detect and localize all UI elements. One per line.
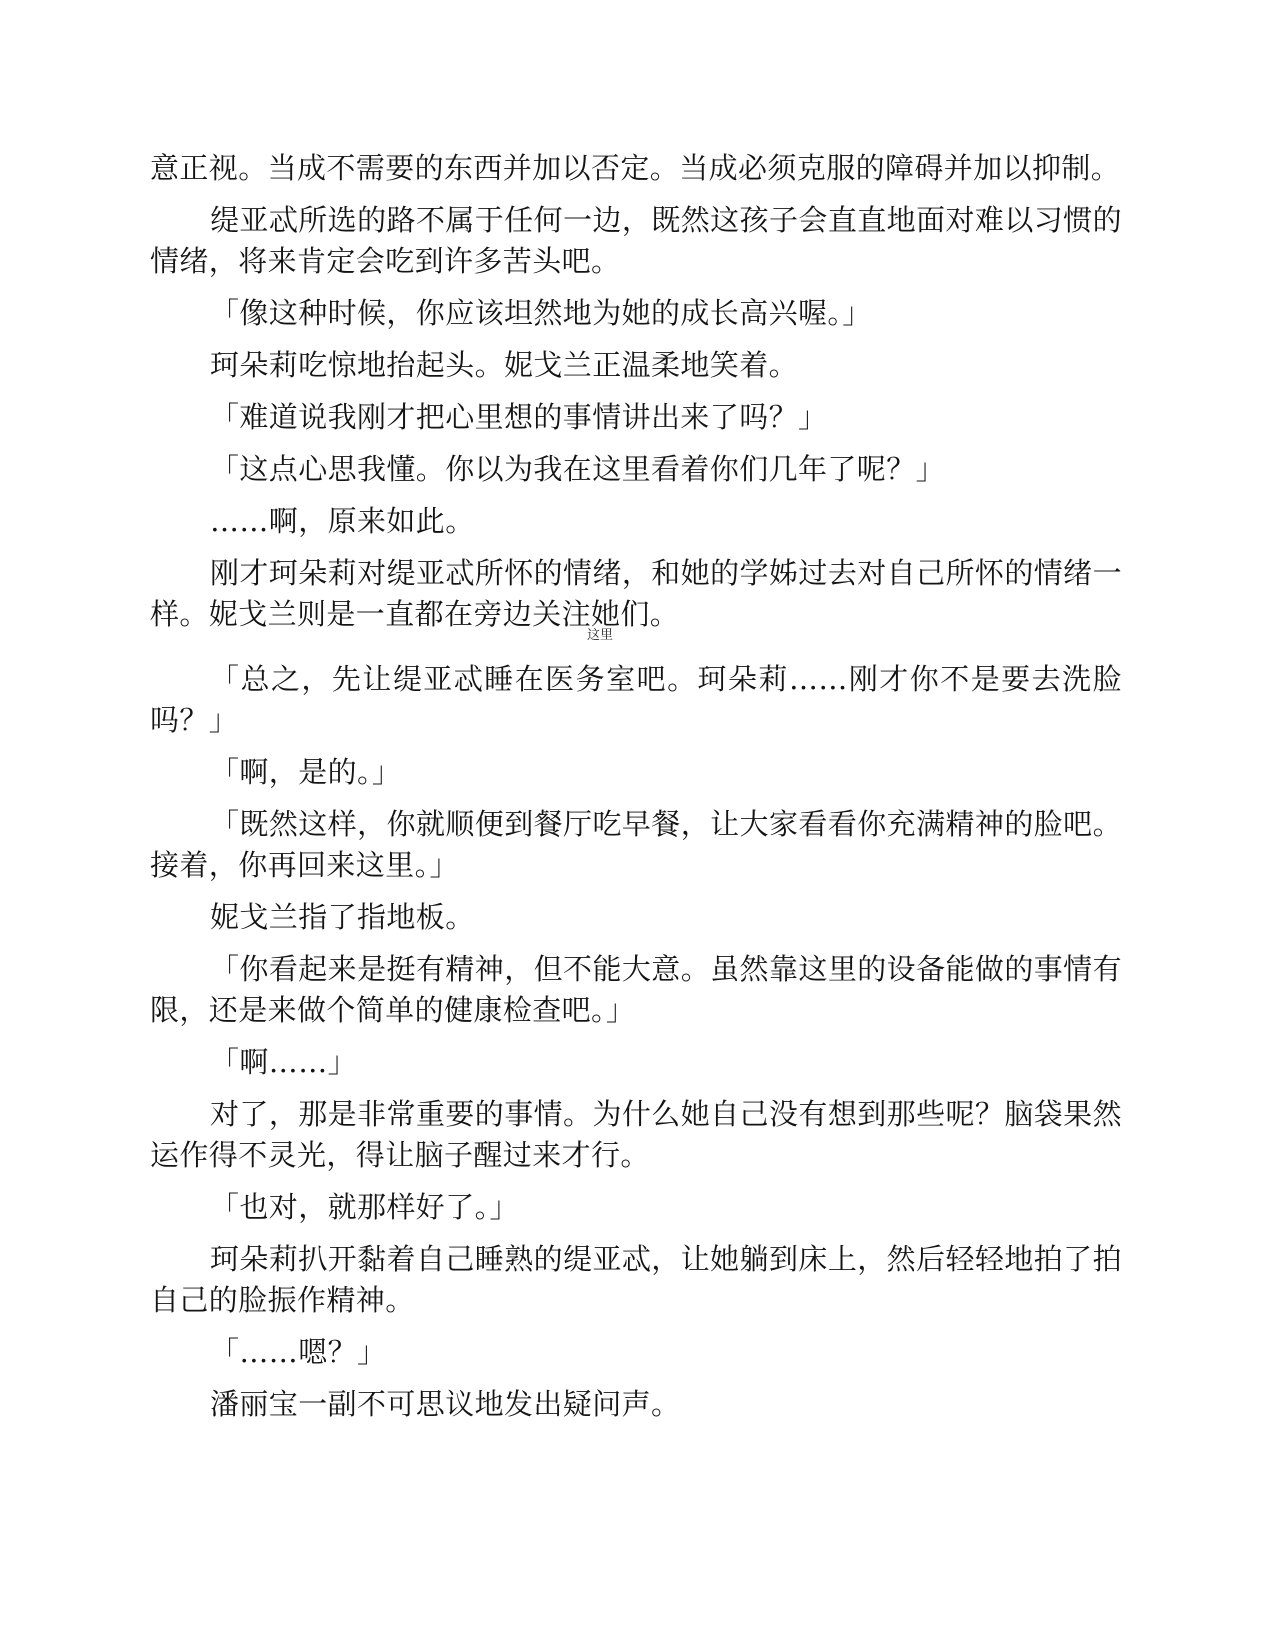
paragraph: 妮戈兰指了指地板。	[210, 900, 475, 934]
annotated-paragraph	[150, 628, 1122, 741]
dialogue-line: 「像这种时候，你应该坦然地为她的成长高兴喔。」	[210, 296, 872, 330]
paragraph: 意正视。当成不需要的东西并加以否定。当成必须克服的障碍并加以抑制。	[150, 151, 1121, 185]
dialogue-line: 「这点心思我懂。你以为我在这里看着你们几年了呢？」	[210, 452, 946, 486]
dialogue-line: 「你看起来是挺有精神，但不能大意。虽然靠这里的设备能做的事情有限，还是来做个简单的健康检查吧。」	[150, 952, 1122, 1027]
paragraph: 刚才珂朵莉对缇亚忒所怀的情绪，和她的学姊过去对自己所怀的情绪一样。妮戈兰则是一直都在旁边关注她们。	[150, 556, 1122, 631]
dialogue-line: 「啊，是的。」	[210, 755, 402, 789]
paragraph: 珂朵莉扒开黏着自己睡熟的缇亚忒，让她躺到床上，然后轻轻地拍了拍自己的脸振作精神。	[150, 1242, 1122, 1317]
paragraph: 珂朵莉吃惊地抬起头。妮戈兰正温柔地笑着。	[210, 348, 799, 382]
dialogue-line: 「也对，就那样好了。」	[210, 1190, 519, 1224]
paragraph: ……啊，原来如此。	[210, 504, 475, 538]
dialogue-line: 「啊……」	[210, 1045, 358, 1079]
dialogue-line: 「难道说我刚才把心里想的事情讲出来了吗？」	[210, 400, 828, 434]
document-body	[150, 148, 1122, 1436]
paragraph: 潘丽宝一副不可思议地发出疑问声。	[210, 1387, 681, 1421]
paragraph: 缇亚忒所选的路不属于任何一边，既然这孩子会直直地面对难以习惯的情绪，将来肯定会吃到许多苦头吧。	[150, 203, 1122, 278]
paragraph: 对了，那是非常重要的事情。为什么她自己没有想到那些呢？脑袋果然运作得不灵光，得让脑子醒过来才行。	[150, 1097, 1122, 1172]
dialogue-line: 「总之，先让缇亚忒睡在医务室吧。珂朵莉……刚才你不是要去洗脸吗？」	[150, 662, 1122, 737]
ruby-annotation: 这里	[587, 628, 614, 643]
dialogue-line: 「既然这样，你就顺便到餐厅吃早餐，让大家看看你充满精神的脸吧。接着，你再回来这里。」	[150, 807, 1122, 882]
dialogue-line: 「……嗯？」	[210, 1335, 387, 1369]
